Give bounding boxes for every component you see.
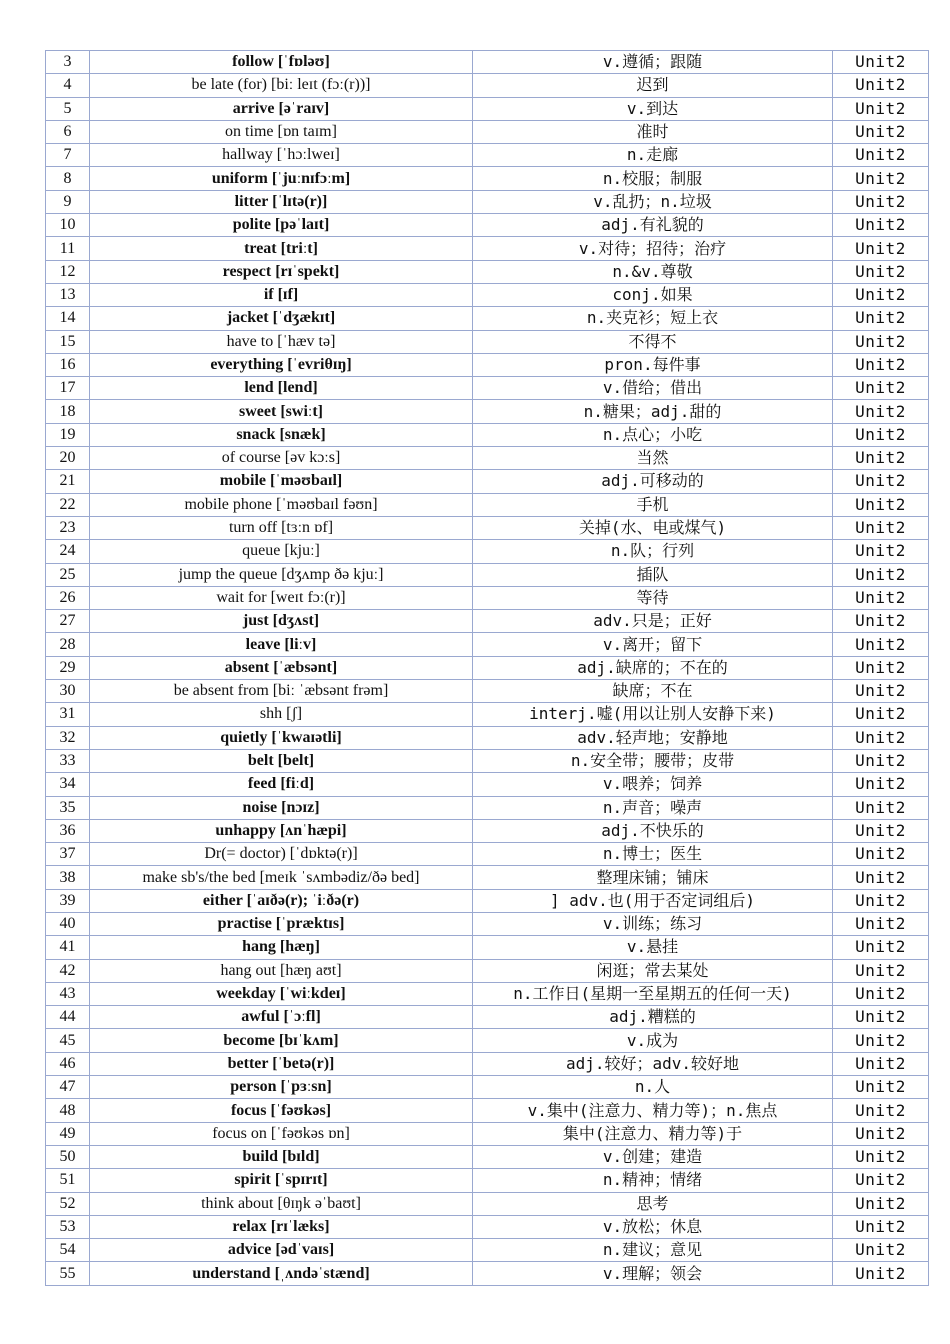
unit-cell: Unit2 [833,144,929,167]
table-row [46,703,929,726]
table-row [46,423,929,446]
meaning-cell: n.博士；医生 [473,843,833,866]
table-row [46,1192,929,1215]
row-number: 40 [46,912,90,935]
row-number: 28 [46,633,90,656]
unit-cell: Unit2 [833,97,929,120]
word-phonetic-cell: treat [triːt] [90,237,473,260]
word-phonetic-cell: either [ˈaɪðə(r); ˈiːðə(r) [90,889,473,912]
row-number: 8 [46,167,90,190]
row-number: 49 [46,1122,90,1145]
meaning-cell: n.建议；意见 [473,1239,833,1262]
row-number: 50 [46,1145,90,1168]
word-phonetic-cell: think about [θɪŋk əˈbaʊt] [90,1192,473,1215]
unit-cell: Unit2 [833,563,929,586]
row-number: 38 [46,866,90,889]
meaning-cell: 不得不 [473,330,833,353]
table-row [46,74,929,97]
row-number: 19 [46,423,90,446]
word-phonetic-cell: become [bɪˈkʌm] [90,1029,473,1052]
unit-cell: Unit2 [833,819,929,842]
unit-cell: Unit2 [833,1215,929,1238]
table-row [46,190,929,213]
unit-cell: Unit2 [833,1099,929,1122]
row-number: 23 [46,516,90,539]
word-phonetic-cell: advice [ədˈvaɪs] [90,1239,473,1262]
row-number: 3 [46,51,90,74]
unit-cell: Unit2 [833,516,929,539]
unit-cell: Unit2 [833,843,929,866]
table-row [46,260,929,283]
word-phonetic-cell: turn off [tɜːn ɒf] [90,516,473,539]
meaning-cell: v.成为 [473,1029,833,1052]
meaning-cell: ] adv.也(用于否定词组后) [473,889,833,912]
table-row [46,1029,929,1052]
word-phonetic-cell: hang [hæŋ] [90,936,473,959]
table-row [46,773,929,796]
meaning-cell: adj.缺席的；不在的 [473,656,833,679]
unit-cell: Unit2 [833,773,929,796]
unit-cell: Unit2 [833,586,929,609]
unit-cell: Unit2 [833,423,929,446]
unit-cell: Unit2 [833,1029,929,1052]
word-phonetic-cell: queue [kjuː] [90,540,473,563]
unit-cell: Unit2 [833,283,929,306]
meaning-cell: 插队 [473,563,833,586]
word-phonetic-cell: everything [ˈevriθɪŋ] [90,353,473,376]
table-row [46,516,929,539]
table-row [46,400,929,423]
unit-cell: Unit2 [833,1169,929,1192]
table-row [46,540,929,563]
unit-cell: Unit2 [833,377,929,400]
word-phonetic-cell: follow [ˈfɒləʊ] [90,51,473,74]
unit-cell: Unit2 [833,796,929,819]
meaning-cell: 闲逛；常去某处 [473,959,833,982]
meaning-cell: n.队；行列 [473,540,833,563]
table-row [46,1076,929,1099]
unit-cell: Unit2 [833,889,929,912]
unit-cell: Unit2 [833,959,929,982]
unit-cell: Unit2 [833,447,929,470]
word-phonetic-cell: awful [ˈɔːfl] [90,1006,473,1029]
word-phonetic-cell: litter [ˈlɪtə(r)] [90,190,473,213]
unit-cell: Unit2 [833,1052,929,1075]
table-row [46,1215,929,1238]
meaning-cell: 迟到 [473,74,833,97]
table-row [46,680,929,703]
word-phonetic-cell: have to [ˈhæv tə] [90,330,473,353]
row-number: 27 [46,610,90,633]
vocabulary-table-body [46,51,929,1286]
table-row [46,144,929,167]
meaning-cell: 当然 [473,447,833,470]
word-phonetic-cell: leave [liːv] [90,633,473,656]
table-row [46,1262,929,1285]
meaning-cell: v.放松；休息 [473,1215,833,1238]
unit-cell: Unit2 [833,1122,929,1145]
unit-cell: Unit2 [833,260,929,283]
unit-cell: Unit2 [833,680,929,703]
word-phonetic-cell: make sb's/the bed [meɪk ˈsʌmbədiz/ðə bed] [90,866,473,889]
meaning-cell: v.借给；借出 [473,377,833,400]
row-number: 26 [46,586,90,609]
row-number: 5 [46,97,90,120]
table-row [46,912,929,935]
table-row [46,493,929,516]
meaning-cell: v.到达 [473,97,833,120]
row-number: 10 [46,214,90,237]
meaning-cell: adv.只是；正好 [473,610,833,633]
word-phonetic-cell: snack [snæk] [90,423,473,446]
table-row [46,307,929,330]
word-phonetic-cell: on time [ɒn taɪm] [90,120,473,143]
row-number: 6 [46,120,90,143]
meaning-cell: conj.如果 [473,283,833,306]
table-row [46,563,929,586]
table-row [46,749,929,772]
meaning-cell: n.&v.尊敬 [473,260,833,283]
table-row [46,1122,929,1145]
meaning-cell: v.离开；留下 [473,633,833,656]
vocabulary-page [45,50,906,1286]
unit-cell: Unit2 [833,1076,929,1099]
table-row [46,214,929,237]
word-phonetic-cell: spirit [ˈspɪrɪt] [90,1169,473,1192]
row-number: 4 [46,74,90,97]
word-phonetic-cell: respect [rɪˈspekt] [90,260,473,283]
table-row [46,796,929,819]
row-number: 24 [46,540,90,563]
row-number: 22 [46,493,90,516]
row-number: 48 [46,1099,90,1122]
unit-cell: Unit2 [833,190,929,213]
meaning-cell: 整理床铺；铺床 [473,866,833,889]
row-number: 29 [46,656,90,679]
meaning-cell: adj.糟糕的 [473,1006,833,1029]
unit-cell: Unit2 [833,866,929,889]
word-phonetic-cell: if [ɪf] [90,283,473,306]
row-number: 9 [46,190,90,213]
table-row [46,51,929,74]
word-phonetic-cell: quietly [ˈkwaɪətli] [90,726,473,749]
meaning-cell: v.对待；招待；治疗 [473,237,833,260]
unit-cell: Unit2 [833,610,929,633]
unit-cell: Unit2 [833,493,929,516]
table-row [46,1006,929,1029]
table-row [46,586,929,609]
row-number: 15 [46,330,90,353]
table-row [46,819,929,842]
row-number: 52 [46,1192,90,1215]
row-number: 53 [46,1215,90,1238]
row-number: 31 [46,703,90,726]
meaning-cell: pron.每件事 [473,353,833,376]
word-phonetic-cell: practise [ˈpræktɪs] [90,912,473,935]
word-phonetic-cell: absent [ˈæbsənt] [90,656,473,679]
word-phonetic-cell: focus [ˈfəʊkəs] [90,1099,473,1122]
meaning-cell: n.人 [473,1076,833,1099]
unit-cell: Unit2 [833,74,929,97]
word-phonetic-cell: relax [rɪˈlæks] [90,1215,473,1238]
row-number: 25 [46,563,90,586]
row-number: 55 [46,1262,90,1285]
meaning-cell: 思考 [473,1192,833,1215]
word-phonetic-cell: uniform [ˈjuːnɪfɔːm] [90,167,473,190]
meaning-cell: v.遵循；跟随 [473,51,833,74]
word-phonetic-cell: just [dʒʌst] [90,610,473,633]
row-number: 35 [46,796,90,819]
unit-cell: Unit2 [833,1006,929,1029]
unit-cell: Unit2 [833,936,929,959]
unit-cell: Unit2 [833,726,929,749]
word-phonetic-cell: hallway [ˈhɔːlweɪ] [90,144,473,167]
unit-cell: Unit2 [833,330,929,353]
unit-cell: Unit2 [833,51,929,74]
table-row [46,167,929,190]
word-phonetic-cell: feed [fiːd] [90,773,473,796]
row-number: 33 [46,749,90,772]
row-number: 21 [46,470,90,493]
unit-cell: Unit2 [833,540,929,563]
meaning-cell: v.理解；领会 [473,1262,833,1285]
unit-cell: Unit2 [833,1145,929,1168]
table-row [46,982,929,1005]
word-phonetic-cell: sweet [swiːt] [90,400,473,423]
table-row [46,97,929,120]
unit-cell: Unit2 [833,1262,929,1285]
meaning-cell: 等待 [473,586,833,609]
meaning-cell: v.集中(注意力、精力等)；n.焦点 [473,1099,833,1122]
table-row [46,866,929,889]
row-number: 14 [46,307,90,330]
meaning-cell: 关掉(水、电或煤气) [473,516,833,539]
meaning-cell: adj.有礼貌的 [473,214,833,237]
table-row [46,843,929,866]
table-row [46,1169,929,1192]
vocabulary-table [45,50,929,1286]
unit-cell: Unit2 [833,214,929,237]
meaning-cell: n.声音；噪声 [473,796,833,819]
word-phonetic-cell: mobile phone [ˈməʊbaɪl fəʊn] [90,493,473,516]
meaning-cell: n.点心；小吃 [473,423,833,446]
table-row [46,377,929,400]
word-phonetic-cell: hang out [hæŋ aʊt] [90,959,473,982]
meaning-cell: adv.轻声地；安静地 [473,726,833,749]
row-number: 42 [46,959,90,982]
word-phonetic-cell: noise [nɔɪz] [90,796,473,819]
table-row [46,959,929,982]
row-number: 36 [46,819,90,842]
meaning-cell: n.夹克衫；短上衣 [473,307,833,330]
row-number: 32 [46,726,90,749]
table-row [46,610,929,633]
row-number: 13 [46,283,90,306]
meaning-cell: adj.可移动的 [473,470,833,493]
row-number: 7 [46,144,90,167]
word-phonetic-cell: jacket [ˈdʒækɪt] [90,307,473,330]
word-phonetic-cell: unhappy [ʌnˈhæpi] [90,819,473,842]
meaning-cell: v.悬挂 [473,936,833,959]
meaning-cell: 准时 [473,120,833,143]
table-row [46,1239,929,1262]
unit-cell: Unit2 [833,703,929,726]
table-row [46,447,929,470]
meaning-cell: v.创建；建造 [473,1145,833,1168]
table-row [46,283,929,306]
word-phonetic-cell: belt [belt] [90,749,473,772]
unit-cell: Unit2 [833,982,929,1005]
meaning-cell: 集中(注意力、精力等)于 [473,1122,833,1145]
word-phonetic-cell: better [ˈbetə(r)] [90,1052,473,1075]
unit-cell: Unit2 [833,120,929,143]
meaning-cell: n.糖果；adj.甜的 [473,400,833,423]
unit-cell: Unit2 [833,470,929,493]
row-number: 41 [46,936,90,959]
meaning-cell: interj.嘘(用以让别人安静下来) [473,703,833,726]
unit-cell: Unit2 [833,167,929,190]
unit-cell: Unit2 [833,656,929,679]
word-phonetic-cell: wait for [weɪt fɔː(r)] [90,586,473,609]
word-phonetic-cell: polite [pəˈlaɪt] [90,214,473,237]
unit-cell: Unit2 [833,749,929,772]
row-number: 47 [46,1076,90,1099]
word-phonetic-cell: build [bɪld] [90,1145,473,1168]
unit-cell: Unit2 [833,237,929,260]
meaning-cell: n.安全带；腰带；皮带 [473,749,833,772]
row-number: 54 [46,1239,90,1262]
word-phonetic-cell: be late (for) [biː leɪt (fɔː(r))] [90,74,473,97]
word-phonetic-cell: understand [ˌʌndəˈstænd] [90,1262,473,1285]
word-phonetic-cell: shh [ʃ] [90,703,473,726]
table-row [46,936,929,959]
row-number: 12 [46,260,90,283]
meaning-cell: adj.较好；adv.较好地 [473,1052,833,1075]
word-phonetic-cell: be absent from [biː ˈæbsənt frəm] [90,680,473,703]
word-phonetic-cell: jump the queue [dʒʌmp ðə kjuː] [90,563,473,586]
word-phonetic-cell: Dr(= doctor) [ˈdɒktə(r)] [90,843,473,866]
row-number: 44 [46,1006,90,1029]
unit-cell: Unit2 [833,912,929,935]
meaning-cell: n.走廊 [473,144,833,167]
row-number: 34 [46,773,90,796]
row-number: 11 [46,237,90,260]
meaning-cell: n.工作日(星期一至星期五的任何一天) [473,982,833,1005]
row-number: 17 [46,377,90,400]
row-number: 16 [46,353,90,376]
word-phonetic-cell: arrive [əˈraɪv] [90,97,473,120]
meaning-cell: 手机 [473,493,833,516]
row-number: 43 [46,982,90,1005]
unit-cell: Unit2 [833,400,929,423]
table-row [46,330,929,353]
word-phonetic-cell: weekday [ˈwiːkdeɪ] [90,982,473,1005]
table-row [46,656,929,679]
unit-cell: Unit2 [833,633,929,656]
unit-cell: Unit2 [833,1192,929,1215]
row-number: 46 [46,1052,90,1075]
meaning-cell: n.校服；制服 [473,167,833,190]
meaning-cell: v.喂养；饲养 [473,773,833,796]
word-phonetic-cell: mobile [ˈməʊbaɪl] [90,470,473,493]
table-row [46,726,929,749]
meaning-cell: n.精神；情绪 [473,1169,833,1192]
table-row [46,889,929,912]
row-number: 20 [46,447,90,470]
meaning-cell: adj.不快乐的 [473,819,833,842]
table-row [46,120,929,143]
table-row [46,1052,929,1075]
word-phonetic-cell: person [ˈpɜːsn] [90,1076,473,1099]
meaning-cell: v.乱扔；n.垃圾 [473,190,833,213]
table-row [46,237,929,260]
row-number: 51 [46,1169,90,1192]
row-number: 37 [46,843,90,866]
row-number: 39 [46,889,90,912]
meaning-cell: 缺席；不在 [473,680,833,703]
row-number: 45 [46,1029,90,1052]
meaning-cell: v.训练；练习 [473,912,833,935]
table-row [46,633,929,656]
row-number: 30 [46,680,90,703]
table-row [46,470,929,493]
word-phonetic-cell: focus on [ˈfəʊkəs ɒn] [90,1122,473,1145]
row-number: 18 [46,400,90,423]
word-phonetic-cell: of course [əv kɔːs] [90,447,473,470]
unit-cell: Unit2 [833,307,929,330]
unit-cell: Unit2 [833,353,929,376]
word-phonetic-cell: lend [lend] [90,377,473,400]
unit-cell: Unit2 [833,1239,929,1262]
table-row [46,1099,929,1122]
table-row [46,353,929,376]
table-row [46,1145,929,1168]
